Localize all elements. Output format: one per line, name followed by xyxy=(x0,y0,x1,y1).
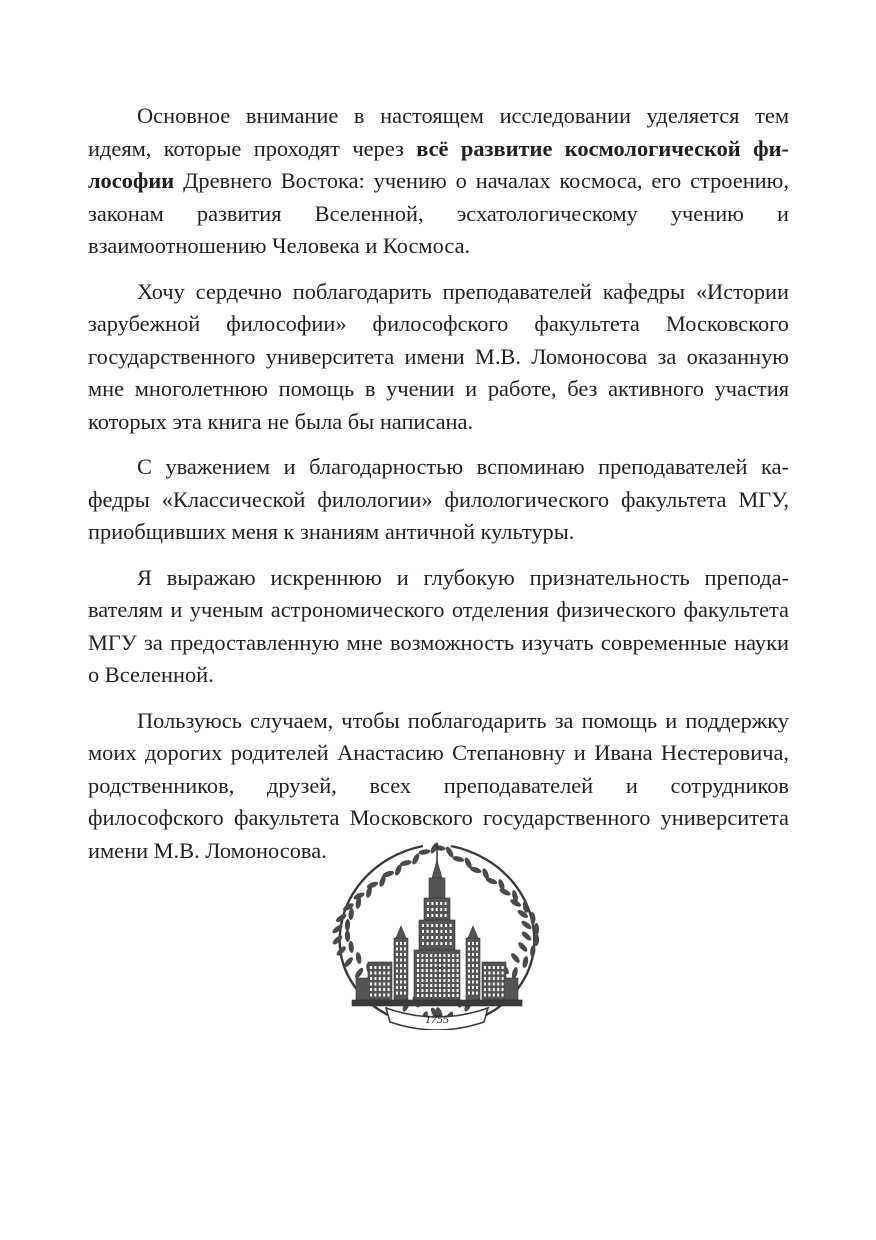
building-window xyxy=(476,970,478,973)
building-window xyxy=(417,979,419,982)
building-window xyxy=(484,966,486,969)
building-window xyxy=(383,966,385,969)
building-window xyxy=(400,948,402,951)
building-window xyxy=(445,908,447,911)
building-window xyxy=(404,975,406,978)
building-window xyxy=(396,953,398,956)
building-window xyxy=(427,930,429,933)
building-window xyxy=(476,964,478,967)
building-window xyxy=(421,974,423,977)
building-window xyxy=(396,975,398,978)
building-window xyxy=(468,948,470,951)
building-window xyxy=(430,959,432,962)
building-window xyxy=(422,924,424,927)
building-window xyxy=(374,994,376,997)
building-window xyxy=(435,989,437,992)
building-window xyxy=(400,992,402,995)
building-window xyxy=(472,964,474,967)
building-window xyxy=(457,974,459,977)
paragraph-thanks-family: Пользуюсь случаем, чтобы поблагодарить за помощь и поддержку моих дорогих родителей Анастасию Степановну и Ивана Нестеровича, родственников, друзей, всех преподавателей и сотрудников философского факультета Московского государственного университета имени М.В. Ломоносова. xyxy=(88,707,789,863)
building-window xyxy=(472,992,474,995)
building-window xyxy=(379,966,381,969)
building-window xyxy=(426,984,428,987)
building-window xyxy=(404,981,406,984)
building-window xyxy=(493,972,495,975)
building-window xyxy=(435,994,437,997)
building-window xyxy=(404,992,406,995)
building-window xyxy=(448,959,450,962)
building-window xyxy=(476,942,478,945)
building-window xyxy=(468,970,470,973)
building-window xyxy=(472,942,474,945)
building-window xyxy=(436,936,438,939)
building-window xyxy=(457,959,459,962)
building-window xyxy=(435,979,437,982)
building-window xyxy=(472,959,474,962)
building-window xyxy=(435,954,437,957)
building-window xyxy=(370,977,372,980)
building-window xyxy=(502,977,504,980)
building-window xyxy=(476,986,478,989)
building-window xyxy=(439,979,441,982)
text-block xyxy=(88,100,789,880)
building-window xyxy=(396,992,398,995)
building-window xyxy=(422,930,424,933)
building-window xyxy=(388,972,390,975)
building-window xyxy=(484,994,486,997)
building-window xyxy=(374,966,376,969)
building-window xyxy=(417,954,419,957)
building-window xyxy=(493,983,495,986)
building-window xyxy=(379,994,381,997)
building-window xyxy=(431,930,433,933)
building-window xyxy=(421,959,423,962)
building-window xyxy=(502,972,504,975)
building-window xyxy=(476,953,478,956)
building-window xyxy=(443,984,445,987)
building-window xyxy=(430,979,432,982)
building-window xyxy=(431,936,433,939)
building-window xyxy=(431,902,433,905)
building-window xyxy=(431,942,433,945)
building-window xyxy=(431,914,433,917)
wreath-leaf xyxy=(522,956,529,969)
building-window xyxy=(370,994,372,997)
building-window xyxy=(427,942,429,945)
building-window xyxy=(400,981,402,984)
building-window xyxy=(430,954,432,957)
paragraph-thanks-department: Хочу сердечно поблагодарить преподавателей кафедры «Истории зарубежной философии» философского факультета Московского государственного университета имени М.В. Ломоносова за оказанную мне многолетнюю помощь в учении и работе, без активного участия которых эта книга не была бы написана. xyxy=(88,278,789,434)
building-window xyxy=(439,959,441,962)
building-window xyxy=(468,953,470,956)
building-window xyxy=(443,959,445,962)
building-window xyxy=(426,989,428,992)
building-window xyxy=(440,914,442,917)
building-window xyxy=(450,942,452,945)
building-window xyxy=(445,914,447,917)
building-window xyxy=(383,988,385,991)
building-window xyxy=(452,974,454,977)
building-window xyxy=(417,974,419,977)
building-window xyxy=(404,986,406,989)
building-window xyxy=(452,969,454,972)
building-window xyxy=(468,986,470,989)
paragraph-intro-start: Основное внимание в настоящем исследовании уделяется тем идеям, которые проходят через xyxy=(88,103,789,161)
building-window xyxy=(427,924,429,927)
building-window xyxy=(436,902,438,905)
building-window xyxy=(439,989,441,992)
building-window xyxy=(388,988,390,991)
building-window xyxy=(457,994,459,997)
wreath-leaf xyxy=(511,967,519,980)
building-window xyxy=(404,942,406,945)
building-window xyxy=(396,948,398,951)
building-window xyxy=(488,994,490,997)
building-window xyxy=(502,994,504,997)
building-window xyxy=(493,977,495,980)
building-window xyxy=(443,954,445,957)
building-window xyxy=(472,948,474,951)
building-window xyxy=(488,972,490,975)
building-window xyxy=(488,983,490,986)
building-window xyxy=(443,964,445,967)
building-window xyxy=(448,979,450,982)
building-window xyxy=(400,986,402,989)
building-window xyxy=(430,994,432,997)
building-window xyxy=(374,977,376,980)
building-window xyxy=(383,972,385,975)
building-window xyxy=(457,984,459,987)
building-window xyxy=(436,924,438,927)
building-window xyxy=(457,964,459,967)
building-window xyxy=(450,936,452,939)
building-window xyxy=(421,969,423,972)
building-window xyxy=(404,959,406,962)
building-window xyxy=(388,994,390,997)
building-window xyxy=(472,975,474,978)
building-window xyxy=(430,989,432,992)
building-window xyxy=(426,969,428,972)
building-window xyxy=(400,953,402,956)
wreath-leaf xyxy=(348,941,354,953)
building-window xyxy=(450,930,452,933)
building-window xyxy=(388,983,390,986)
building-window xyxy=(370,972,372,975)
building-window xyxy=(440,942,442,945)
building-window xyxy=(497,972,499,975)
building-window xyxy=(476,975,478,978)
building-window xyxy=(452,959,454,962)
building-window xyxy=(448,984,450,987)
wreath-leaf xyxy=(345,919,351,931)
building-window xyxy=(435,964,437,967)
building-window xyxy=(427,902,429,905)
building-window xyxy=(468,992,470,995)
building-window xyxy=(439,954,441,957)
building-window xyxy=(417,984,419,987)
building-window xyxy=(400,942,402,945)
building-window xyxy=(421,984,423,987)
building-window xyxy=(417,994,419,997)
building-window xyxy=(430,984,432,987)
building-window xyxy=(448,954,450,957)
building-window xyxy=(497,983,499,986)
building-window xyxy=(383,994,385,997)
building-window xyxy=(436,942,438,945)
building-window xyxy=(374,988,376,991)
building-window xyxy=(421,989,423,992)
building-window xyxy=(400,970,402,973)
paragraph-thanks-philology: С уважением и благодарностью вспоминаю преподавателей кафедры «Классической филологии» филологического факультета МГУ, приобщивших меня к знаниям античной культуры. xyxy=(88,454,789,544)
building-window xyxy=(439,969,441,972)
building-window xyxy=(436,908,438,911)
wreath-leaf xyxy=(517,941,529,953)
wreath-leaf xyxy=(411,852,421,865)
building-window xyxy=(426,954,428,957)
building-window xyxy=(422,942,424,945)
building-window xyxy=(430,964,432,967)
building-window xyxy=(502,983,504,986)
building-window xyxy=(440,930,442,933)
building-window xyxy=(404,964,406,967)
building-window xyxy=(476,981,478,984)
paragraph-intro xyxy=(88,100,789,263)
building-window xyxy=(497,966,499,969)
building-window xyxy=(431,924,433,927)
building-window xyxy=(445,930,447,933)
wreath-leaf xyxy=(452,855,465,863)
building-window xyxy=(430,974,432,977)
wreath-leaf xyxy=(355,952,362,965)
building-window xyxy=(422,936,424,939)
building-window xyxy=(439,984,441,987)
building-window xyxy=(502,988,504,991)
building-window xyxy=(379,988,381,991)
building-window xyxy=(388,977,390,980)
building-window xyxy=(388,966,390,969)
building-window xyxy=(452,979,454,982)
building-window xyxy=(484,983,486,986)
building-window xyxy=(472,970,474,973)
building-window xyxy=(435,969,437,972)
building-window xyxy=(404,953,406,956)
building-window xyxy=(440,936,442,939)
building-window xyxy=(443,979,445,982)
building-window xyxy=(379,972,381,975)
building-window xyxy=(445,942,447,945)
wreath-leaf xyxy=(354,967,365,980)
building-window xyxy=(443,989,445,992)
paragraph-thanks-astronomy: Я выражаю искреннюю и глубокую признательность преподавателям и ученым астрономического отделения физического факультета МГУ за предоставленную мне возможность изучать современные науки о Вселенной. xyxy=(88,564,789,687)
building-window xyxy=(452,954,454,957)
building-window xyxy=(468,975,470,978)
building-window xyxy=(421,979,423,982)
building-window xyxy=(374,972,376,975)
building-window xyxy=(445,902,447,905)
building-window xyxy=(457,989,459,992)
building-window xyxy=(448,969,450,972)
building-window xyxy=(426,994,428,997)
building-window xyxy=(457,969,459,972)
building-window xyxy=(502,966,504,969)
building-window xyxy=(488,977,490,980)
building-window xyxy=(400,959,402,962)
emblem-year: 1755 xyxy=(425,1012,449,1026)
building-window xyxy=(417,989,419,992)
building-window xyxy=(379,977,381,980)
building-window xyxy=(448,994,450,997)
building-window xyxy=(468,981,470,984)
building-window xyxy=(417,964,419,967)
building-window xyxy=(426,964,428,967)
building-window xyxy=(457,954,459,957)
building-window xyxy=(370,966,372,969)
building-window xyxy=(417,959,419,962)
building-window xyxy=(452,994,454,997)
building-window xyxy=(430,969,432,972)
building-window xyxy=(472,986,474,989)
building-window xyxy=(426,974,428,977)
building-window xyxy=(421,994,423,997)
building-window xyxy=(488,966,490,969)
building-window xyxy=(400,964,402,967)
building-window xyxy=(421,964,423,967)
building-window xyxy=(497,994,499,997)
wreath-leaf xyxy=(520,930,532,942)
building-window xyxy=(400,975,402,978)
building-window xyxy=(468,942,470,945)
building-window xyxy=(370,983,372,986)
paragraph-intro-end: Древнего Востока: учению о началах космоса, его строению, законам развития Вселенной, эсхатологическому учению и взаимоотношению Человека и Космоса. xyxy=(88,168,789,258)
building-window xyxy=(396,959,398,962)
building-window xyxy=(440,902,442,905)
building-window xyxy=(443,994,445,997)
building-window xyxy=(493,966,495,969)
building-window xyxy=(468,959,470,962)
building-window xyxy=(472,953,474,956)
building-window xyxy=(417,969,419,972)
building-window xyxy=(445,924,447,927)
building-window xyxy=(404,970,406,973)
building-window xyxy=(396,981,398,984)
building-window xyxy=(484,988,486,991)
building-window xyxy=(468,964,470,967)
building-window xyxy=(436,914,438,917)
building-window xyxy=(421,954,423,957)
building-window xyxy=(450,924,452,927)
building-window xyxy=(427,914,429,917)
building-window xyxy=(396,970,398,973)
building-window xyxy=(443,969,445,972)
building-window xyxy=(383,977,385,980)
building-window xyxy=(440,924,442,927)
paragraph-intro-emphasis: всё развитие космологической философии xyxy=(88,135,789,193)
building-window xyxy=(436,930,438,933)
building-window xyxy=(426,979,428,982)
building-window xyxy=(396,942,398,945)
building-window xyxy=(374,983,376,986)
building-window xyxy=(439,964,441,967)
building-window xyxy=(497,977,499,980)
building-window xyxy=(484,977,486,980)
building-window xyxy=(448,989,450,992)
building-window xyxy=(427,936,429,939)
building-window xyxy=(452,989,454,992)
building-window xyxy=(452,964,454,967)
building-window xyxy=(396,964,398,967)
wreath-leaf xyxy=(331,934,343,946)
wreath-leaf xyxy=(418,848,431,855)
building-window xyxy=(396,986,398,989)
building-window xyxy=(493,988,495,991)
building-window xyxy=(457,979,459,982)
building-window xyxy=(379,983,381,986)
building-window xyxy=(476,992,478,995)
building-window xyxy=(439,974,441,977)
building-window xyxy=(383,983,385,986)
building-window xyxy=(426,959,428,962)
building-window xyxy=(440,908,442,911)
building-window xyxy=(427,908,429,911)
building-window xyxy=(476,948,478,951)
building-window xyxy=(472,981,474,984)
building-window xyxy=(435,959,437,962)
building-window xyxy=(443,974,445,977)
msu-emblem-icon xyxy=(328,838,546,1030)
wreath-leaf xyxy=(510,952,522,965)
building-window xyxy=(435,984,437,987)
wreath-leaf xyxy=(345,930,351,942)
building-window xyxy=(435,974,437,977)
building-window xyxy=(370,988,372,991)
building-window xyxy=(404,948,406,951)
building-window xyxy=(448,974,450,977)
building-window xyxy=(484,972,486,975)
building-window xyxy=(493,994,495,997)
building-window xyxy=(488,988,490,991)
building-window xyxy=(431,908,433,911)
building-window xyxy=(448,964,450,967)
building-window xyxy=(445,936,447,939)
building-window xyxy=(439,994,441,997)
building-window xyxy=(476,959,478,962)
building-window xyxy=(497,988,499,991)
building-window xyxy=(452,984,454,987)
